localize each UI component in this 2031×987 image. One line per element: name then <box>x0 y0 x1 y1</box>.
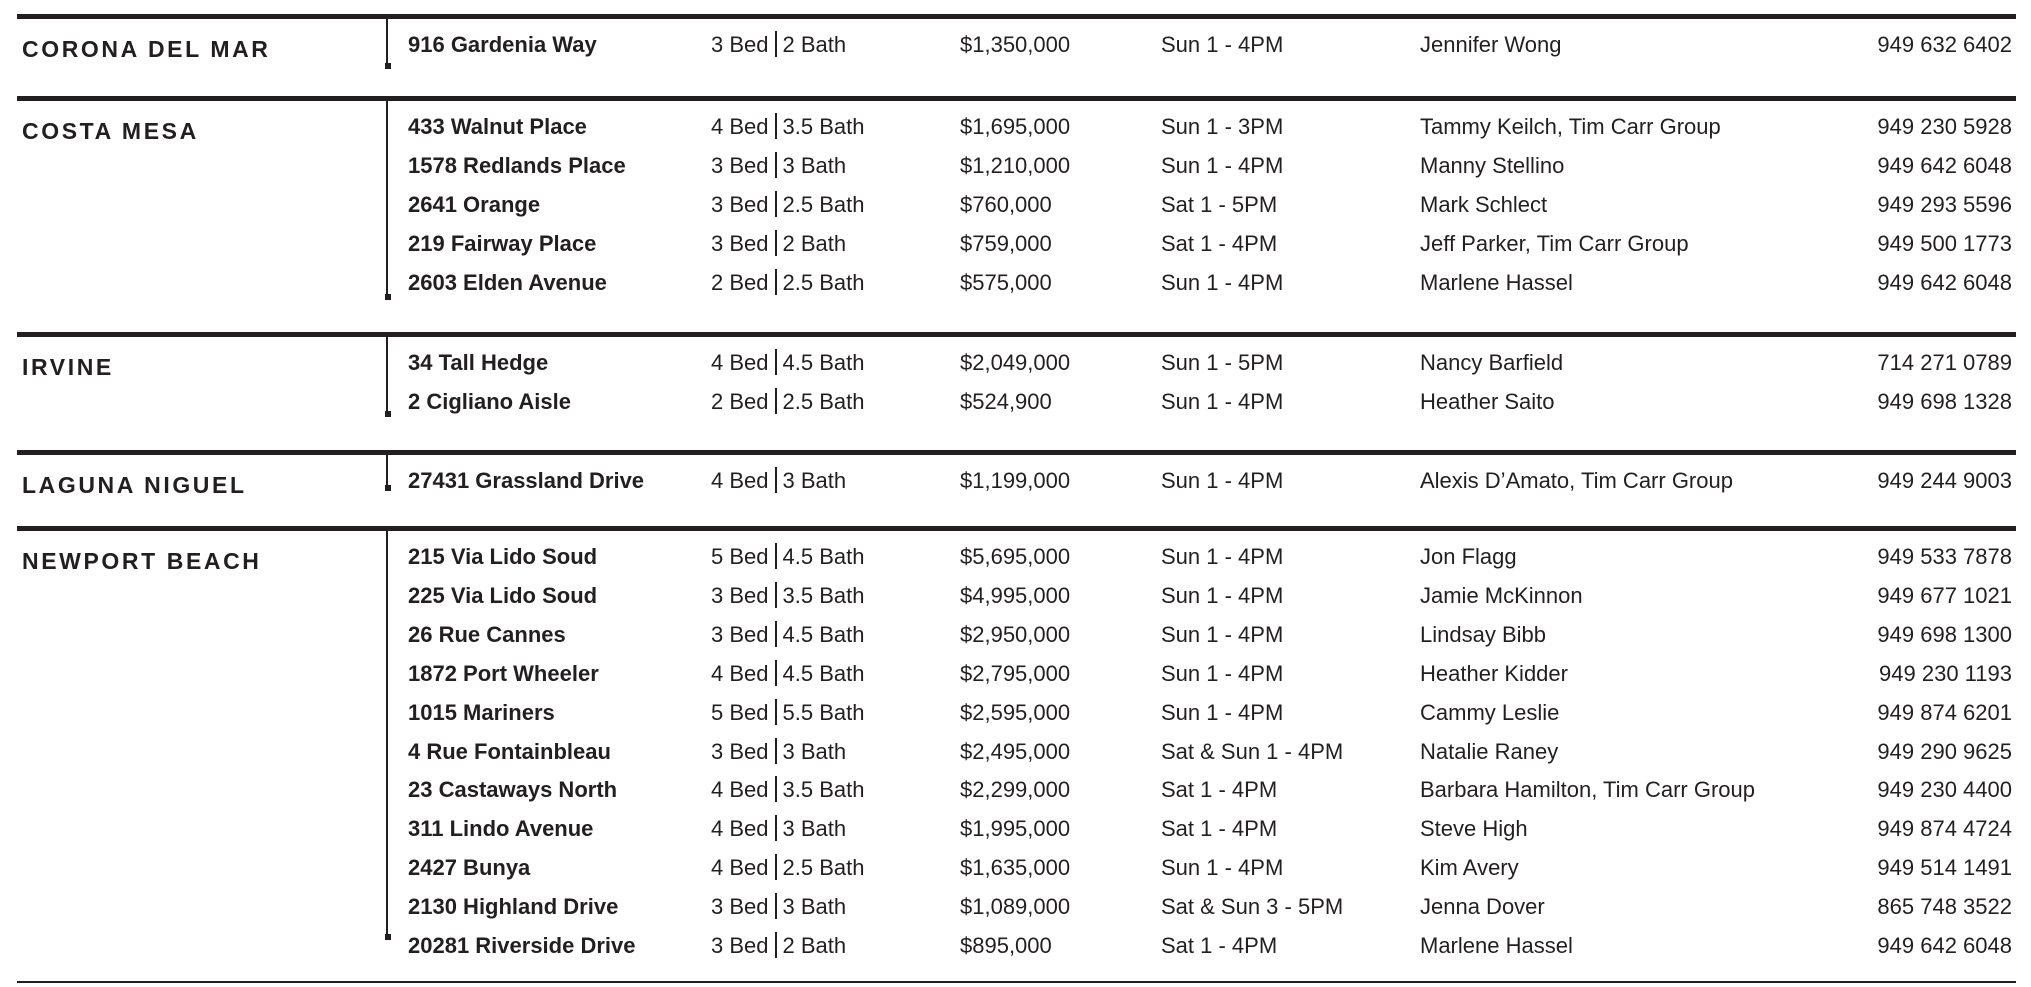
listing-bed-bath <box>711 815 846 843</box>
listing-phone: 949 874 6201 <box>1877 699 2012 725</box>
bed-bath-separator <box>775 699 777 725</box>
listing-baths: 4.5 Bath <box>782 350 865 375</box>
listing-beds: 3 Bed <box>711 152 769 178</box>
listing-baths: 2.5 Bath <box>782 269 865 295</box>
listing-phone: 949 698 1300 <box>1877 621 2012 647</box>
listing-beds: 5 Bed <box>711 699 769 725</box>
city-section <box>17 526 2016 958</box>
listing-open-house-time: Sun 1 - 4PM <box>1161 152 1284 178</box>
listing-price: $895,000 <box>960 933 1052 958</box>
listing-phone: 949 230 5928 <box>1877 114 2012 139</box>
listing-beds: 4 Bed <box>711 350 769 375</box>
listing-price: $1,199,000 <box>960 468 1071 493</box>
listing-phone: 949 290 9625 <box>1877 738 2012 764</box>
listing-baths: 3 Bath <box>782 738 847 764</box>
listing-beds: 3 Bed <box>711 738 769 764</box>
listing-address: 26 Rue Cannes <box>408 621 566 647</box>
listing-phone: 949 500 1773 <box>1877 230 2012 256</box>
listing-row <box>17 152 2016 191</box>
listing-bed-bath <box>711 349 864 377</box>
bed-bath-separator <box>775 467 777 493</box>
listing-agent: Marlene Hassel <box>1420 933 1573 958</box>
listing-row <box>17 349 2016 388</box>
city-section <box>17 14 2016 62</box>
city-name: NEWPORT BEACH <box>22 548 262 574</box>
listing-beds: 3 Bed <box>711 191 769 217</box>
listing-baths: 3.5 Bath <box>782 582 865 608</box>
listing-beds: 2 Bed <box>711 269 769 295</box>
listing-row <box>17 543 2016 582</box>
listing-beds: 3 Bed <box>711 582 769 608</box>
listing-beds: 3 Bed <box>711 230 769 256</box>
listing-price: $1,995,000 <box>960 816 1071 842</box>
city-section <box>17 450 2016 498</box>
listing-agent: Mark Schlect <box>1420 191 1548 217</box>
listing-open-house-time: Sun 1 - 4PM <box>1161 660 1284 686</box>
listing-agent: Natalie Raney <box>1420 738 1559 764</box>
listing-row <box>17 854 2016 893</box>
listing-address: 1578 Redlands Place <box>408 152 626 178</box>
listing-bed-bath <box>711 152 846 180</box>
listing-beds: 3 Bed <box>711 894 769 920</box>
listing-price: $2,049,000 <box>960 350 1071 375</box>
listing-bed-bath <box>711 582 864 610</box>
listing-agent: Manny Stellino <box>1420 152 1565 178</box>
listing-beds: 3 Bed <box>711 32 769 57</box>
listing-phone: 949 642 6048 <box>1877 269 2012 295</box>
listing-price: $2,595,000 <box>960 699 1071 725</box>
bed-bath-separator <box>775 349 777 375</box>
bed-bath-separator <box>775 269 777 295</box>
listing-agent: Steve High <box>1420 816 1528 842</box>
listing-baths: 4.5 Bath <box>782 621 865 647</box>
listing-row <box>17 893 2016 932</box>
listing-open-house-time: Sun 1 - 3PM <box>1161 114 1284 139</box>
listing-baths: 3 Bath <box>782 894 847 920</box>
listing-address: 2 Cigliano Aisle <box>408 388 572 414</box>
listing-price: $1,350,000 <box>960 32 1071 57</box>
listing-bed-bath <box>711 388 864 416</box>
listing-bed-bath <box>711 738 846 766</box>
listing-open-house-time: Sat 1 - 4PM <box>1161 777 1278 803</box>
listing-agent: Heather Saito <box>1420 388 1555 414</box>
bed-bath-separator <box>775 854 777 880</box>
listing-row <box>17 660 2016 699</box>
listing-agent: Lindsay Bibb <box>1420 621 1546 647</box>
listing-bed-bath <box>711 31 846 59</box>
listing-beds: 4 Bed <box>711 777 769 803</box>
listing-price: $1,089,000 <box>960 894 1071 920</box>
listing-address: 1872 Port Wheeler <box>408 660 599 686</box>
listing-bed-bath <box>711 854 864 882</box>
listing-open-house-time: Sun 1 - 4PM <box>1161 269 1284 295</box>
bed-bath-separator <box>775 660 777 686</box>
city-section <box>17 96 2016 295</box>
bed-bath-separator <box>775 738 777 764</box>
bed-bath-separator <box>775 31 777 57</box>
listing-address: 4 Rue Fontainbleau <box>408 738 611 764</box>
listing-beds: 3 Bed <box>711 933 769 958</box>
listing-agent: Jenna Dover <box>1420 894 1545 920</box>
listing-address: 916 Gardenia Way <box>408 32 597 57</box>
listing-address: 215 Via Lido Soud <box>408 544 598 569</box>
listing-baths: 2 Bath <box>782 32 847 57</box>
listing-address: 2641 Orange <box>408 191 541 217</box>
listing-phone: 865 748 3522 <box>1877 894 2012 920</box>
listing-beds: 4 Bed <box>711 855 769 881</box>
listing-bed-bath <box>711 113 864 141</box>
listing-bed-bath <box>711 699 864 727</box>
listing-row <box>17 467 2016 506</box>
listing-price: $2,795,000 <box>960 660 1071 686</box>
listing-beds: 4 Bed <box>711 114 769 139</box>
listing-price: $759,000 <box>960 230 1052 256</box>
listing-price: $1,635,000 <box>960 855 1071 881</box>
listing-address: 433 Walnut Place <box>408 114 587 139</box>
listing-phone: 949 677 1021 <box>1877 582 2012 608</box>
listing-bed-bath <box>711 660 864 688</box>
listing-agent: Marlene Hassel <box>1420 269 1573 295</box>
listing-address: 219 Fairway Place <box>408 230 597 256</box>
listing-phone: 949 642 6048 <box>1877 933 2012 958</box>
bed-bath-separator <box>775 543 777 569</box>
listing-row <box>17 388 2016 427</box>
listing-open-house-time: Sat 1 - 5PM <box>1161 191 1278 217</box>
bed-bath-separator <box>775 776 777 802</box>
listing-price: $1,210,000 <box>960 152 1071 178</box>
listing-open-house-time: Sun 1 - 4PM <box>1161 32 1284 57</box>
listing-address: 225 Via Lido Soud <box>408 582 598 608</box>
listing-price: $5,695,000 <box>960 544 1071 569</box>
listing-baths: 2.5 Bath <box>782 855 865 881</box>
listing-phone: 949 874 4724 <box>1877 816 2012 842</box>
listing-phone: 949 632 6402 <box>1877 32 2012 57</box>
bed-bath-separator <box>775 893 777 919</box>
listing-baths: 3 Bath <box>782 468 847 493</box>
bed-bath-separator <box>775 388 777 414</box>
listing-agent: Jamie McKinnon <box>1420 582 1583 608</box>
listing-price: $760,000 <box>960 191 1052 217</box>
listing-row <box>17 621 2016 660</box>
bed-bath-separator <box>775 582 777 608</box>
listing-agent: Cammy Leslie <box>1420 699 1560 725</box>
bed-bath-separator <box>775 932 777 958</box>
listing-baths: 3 Bath <box>782 816 847 842</box>
listing-row <box>17 269 2016 308</box>
listing-row <box>17 113 2016 152</box>
listing-price: $1,695,000 <box>960 114 1071 139</box>
listing-phone: 949 230 1193 <box>1879 660 2012 686</box>
listing-baths: 2.5 Bath <box>782 388 865 414</box>
listing-open-house-time: Sun 1 - 4PM <box>1161 468 1284 493</box>
listing-agent: Alexis D’Amato, Tim Carr Group <box>1420 468 1733 493</box>
city-name: IRVINE <box>22 354 114 380</box>
listing-price: $575,000 <box>960 269 1052 295</box>
listing-row <box>17 191 2016 230</box>
listing-baths: 3.5 Bath <box>782 777 865 803</box>
listing-phone: 949 244 9003 <box>1877 468 2012 493</box>
listing-row <box>17 738 2016 777</box>
listing-row <box>17 699 2016 738</box>
listing-row <box>17 582 2016 621</box>
listing-row <box>17 776 2016 815</box>
listing-open-house-time: Sat & Sun 3 - 5PM <box>1161 894 1344 920</box>
listing-bed-bath <box>711 893 846 921</box>
listing-address: 23 Castaways North <box>408 777 618 803</box>
listing-bed-bath <box>711 269 864 297</box>
listing-price: $2,299,000 <box>960 777 1071 803</box>
listing-baths: 2 Bath <box>782 933 847 958</box>
listing-open-house-time: Sun 1 - 4PM <box>1161 388 1284 414</box>
listing-baths: 2.5 Bath <box>782 191 865 217</box>
bed-bath-separator <box>775 152 777 178</box>
listing-agent: Barbara Hamilton, Tim Carr Group <box>1420 777 1755 803</box>
listing-phone: 949 533 7878 <box>1877 544 2012 569</box>
listing-open-house-time: Sun 1 - 4PM <box>1161 544 1284 569</box>
listing-beds: 4 Bed <box>711 468 769 493</box>
listing-address: 1015 Mariners <box>408 699 555 725</box>
city-name: CORONA DEL MAR <box>22 36 271 62</box>
listing-open-house-time: Sun 1 - 5PM <box>1161 350 1284 375</box>
city-name: COSTA MESA <box>22 118 199 144</box>
listing-address: 34 Tall Hedge <box>408 350 549 375</box>
listing-price: $4,995,000 <box>960 582 1071 608</box>
listing-agent: Nancy Barfield <box>1420 350 1564 375</box>
city-name: LAGUNA NIGUEL <box>22 472 247 498</box>
listing-open-house-time: Sat 1 - 4PM <box>1161 816 1278 842</box>
bed-bath-separator <box>775 230 777 256</box>
listing-agent: Jennifer Wong <box>1420 32 1562 57</box>
bottom-rule <box>17 981 2016 983</box>
listing-address: 2427 Bunya <box>408 855 531 881</box>
listing-bed-bath <box>711 932 846 960</box>
listing-price: $2,495,000 <box>960 738 1071 764</box>
listing-beds: 2 Bed <box>711 388 769 414</box>
listing-open-house-time: Sun 1 - 4PM <box>1161 582 1284 608</box>
listing-agent: Heather Kidder <box>1420 660 1568 686</box>
bed-bath-separator <box>775 113 777 139</box>
listing-bed-bath <box>711 191 864 219</box>
listing-beds: 4 Bed <box>711 660 769 686</box>
listing-baths: 5.5 Bath <box>782 699 865 725</box>
listing-phone: 949 293 5596 <box>1877 191 2012 217</box>
listing-open-house-time: Sun 1 - 4PM <box>1161 699 1284 725</box>
bed-bath-separator <box>775 815 777 841</box>
listing-address: 2603 Elden Avenue <box>408 269 607 295</box>
listing-price: $2,950,000 <box>960 621 1071 647</box>
listing-open-house-time: Sat 1 - 4PM <box>1161 933 1278 958</box>
listing-address: 27431 Grassland Drive <box>408 468 645 493</box>
listing-agent: Jon Flagg <box>1420 544 1517 569</box>
listing-price: $524,900 <box>960 388 1052 414</box>
listing-open-house-time: Sun 1 - 4PM <box>1161 855 1284 881</box>
listing-row <box>17 815 2016 854</box>
bed-bath-separator <box>775 621 777 647</box>
listing-bed-bath <box>711 467 846 495</box>
listing-baths: 2 Bath <box>782 230 847 256</box>
bed-bath-separator <box>775 191 777 217</box>
listing-agent: Jeff Parker, Tim Carr Group <box>1420 230 1689 256</box>
listing-beds: 3 Bed <box>711 621 769 647</box>
listing-bed-bath <box>711 621 864 649</box>
listing-bed-bath <box>711 776 864 804</box>
listing-phone: 949 514 1491 <box>1877 855 2012 881</box>
city-section <box>17 332 2016 414</box>
listing-address: 2130 Highland Drive <box>408 894 619 920</box>
listing-address: 20281 Riverside Drive <box>408 933 636 958</box>
listing-phone: 949 698 1328 <box>1877 388 2012 414</box>
listing-beds: 5 Bed <box>711 544 769 569</box>
listing-baths: 3.5 Bath <box>782 114 865 139</box>
listing-address: 311 Lindo Avenue <box>408 816 594 842</box>
listing-phone: 714 271 0789 <box>1877 350 2012 375</box>
listing-bed-bath <box>711 230 846 258</box>
listing-phone: 949 230 4400 <box>1877 777 2012 803</box>
listing-open-house-time: Sun 1 - 4PM <box>1161 621 1284 647</box>
listing-baths: 4.5 Bath <box>782 544 865 569</box>
listing-open-house-time: Sat & Sun 1 - 4PM <box>1161 738 1344 764</box>
listing-phone: 949 642 6048 <box>1877 152 2012 178</box>
listing-row <box>17 31 2016 70</box>
listing-baths: 3 Bath <box>782 152 847 178</box>
listing-open-house-time: Sat 1 - 4PM <box>1161 230 1278 256</box>
listing-agent: Tammy Keilch, Tim Carr Group <box>1420 114 1721 139</box>
listing-agent: Kim Avery <box>1420 855 1519 881</box>
listing-baths: 4.5 Bath <box>782 660 865 686</box>
listing-row <box>17 230 2016 269</box>
listing-beds: 4 Bed <box>711 816 769 842</box>
listing-bed-bath <box>711 543 864 571</box>
listing-row <box>17 932 2016 971</box>
